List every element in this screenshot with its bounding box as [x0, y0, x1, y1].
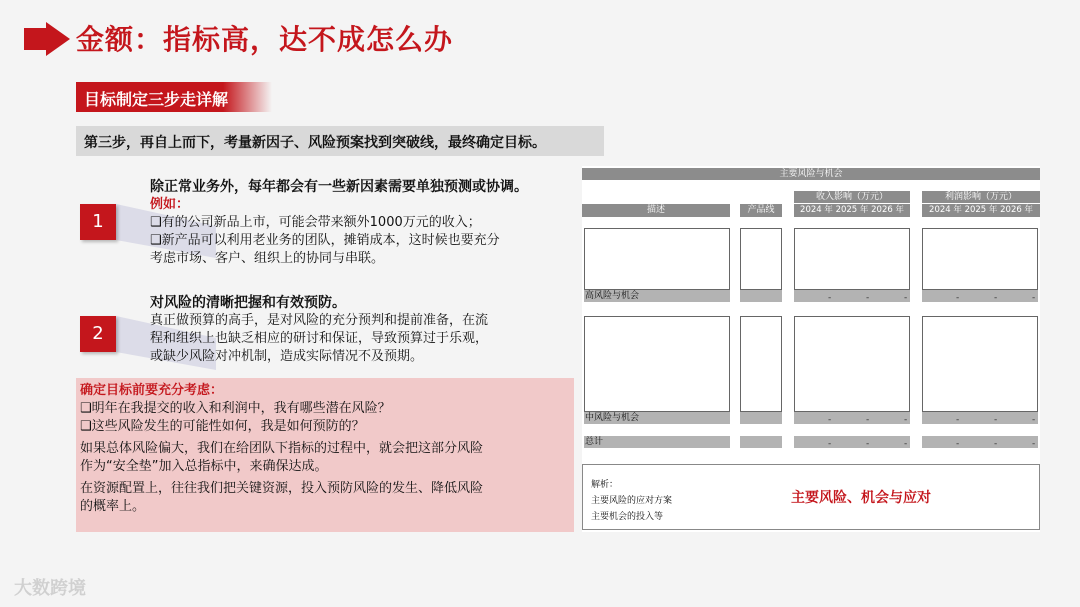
section2-line: 或缺少风险对冲机制，造成实际情况不及预期。: [150, 349, 424, 364]
profit-years: 2024 年 2025 年 2026 年: [922, 204, 1040, 217]
section1-heading: 除正常业务外，每年都会有一些新因素需要单独预测或协调。: [150, 179, 528, 195]
mid-line-cell: [740, 316, 782, 412]
number-badge-1: 1: [76, 196, 216, 276]
considerations-title: 确定目标前要充分考虑：: [80, 383, 224, 398]
section2-line: 真正做预算的高手，是对风险的充分预判和提前准备，在流: [150, 313, 489, 328]
col-profit: 利润影响（万元）: [922, 191, 1040, 203]
note-title: 解析：: [591, 480, 619, 490]
section-tab: [76, 82, 272, 112]
section-tab-label: 目标制定三步走详解: [84, 90, 229, 109]
row-high-label: 高风险与机会: [585, 291, 640, 301]
title-arrow-icon: [24, 22, 70, 56]
row-mid-label: 中风险与机会: [585, 413, 640, 423]
consider-p1a: 如果总体风险偏大，我们在给团队下指标的过程中，就会把这部分风险: [80, 441, 484, 456]
income-years: 2024 年 2025 年 2026 年: [794, 204, 910, 217]
section1-line: 考虑市场、客户、组织上的协同与串联。: [150, 251, 385, 266]
mid-desc-cell: [584, 316, 730, 412]
row-total-label: 总计: [585, 437, 604, 447]
section1-line: ❑新产品可以利用老业务的团队，摊销成本，这时候也要充分: [150, 233, 500, 248]
step3-banner: 第三步，再自上而下，考量新因子、风险预案找到突破线，最终确定目标。: [76, 126, 604, 156]
section1-text: [150, 178, 528, 268]
consider-p1b: 作为“安全垫”加入总指标中，来确保达成。: [80, 459, 328, 474]
consider-q2: ❑这些风险发生的可能性如何，我是如何预防的？: [80, 419, 365, 434]
high-line-cell: [740, 228, 782, 290]
section1-line: ❑有的公司新品上市，可能会带来额外1000万元的收入；: [150, 215, 481, 230]
high-profit-cell: [922, 228, 1038, 290]
note-line1: 主要风险的应对方案: [591, 496, 673, 506]
consider-p2a: 在资源配置上，往往我们把关键资源，投入预防风险的发生、降低风险: [80, 481, 484, 496]
watermark-logo: 大数跨境: [14, 578, 86, 599]
mid-income-cell: [794, 316, 910, 412]
col-product-line: 产品线: [740, 204, 782, 217]
section2-line: 程和组织上也缺乏相应的研讨和保证，导致预算过于乐观，: [150, 331, 489, 346]
considerations-box: [76, 378, 574, 532]
section2-heading: 对风险的清晰把握和有效预防。: [150, 295, 346, 311]
consider-p2b: 的概率上。: [80, 499, 146, 514]
mid-profit-cell: [922, 316, 1038, 412]
number-badge-2: 2: [76, 308, 216, 388]
note-line2: 主要机会的投入等: [591, 512, 664, 522]
high-income-cell: [794, 228, 910, 290]
col-desc: 描述: [582, 204, 730, 217]
page-title: 金额：指标高，达不成怎么办: [76, 23, 454, 56]
risk-opportunity-table: 主要风险与机会 收入影响（万元） 利润影响（万元） 描述 产品线 2024 年 2025 年 2026 年 2024 年 2025 年 2026 年 高风险与机会 - - - - - - 中风险与机会 - - - - - - 总计 - - - - - - 解析： 主要风险的应对方案 主要机会的投入等 主要风险、机会与应对: [582, 166, 1040, 532]
analysis-note: [582, 464, 1040, 530]
section2-text: [150, 294, 488, 366]
high-desc-cell: [584, 228, 730, 290]
section1-example: 例如：: [150, 197, 190, 212]
consider-q1: ❑明年在我提交的收入和利润中，我有哪些潜在风险？: [80, 401, 391, 416]
note-caption: 主要风险、机会与应对: [791, 490, 931, 506]
table-title: 主要风险与机会: [582, 168, 1040, 180]
col-income: 收入影响（万元）: [794, 191, 910, 203]
